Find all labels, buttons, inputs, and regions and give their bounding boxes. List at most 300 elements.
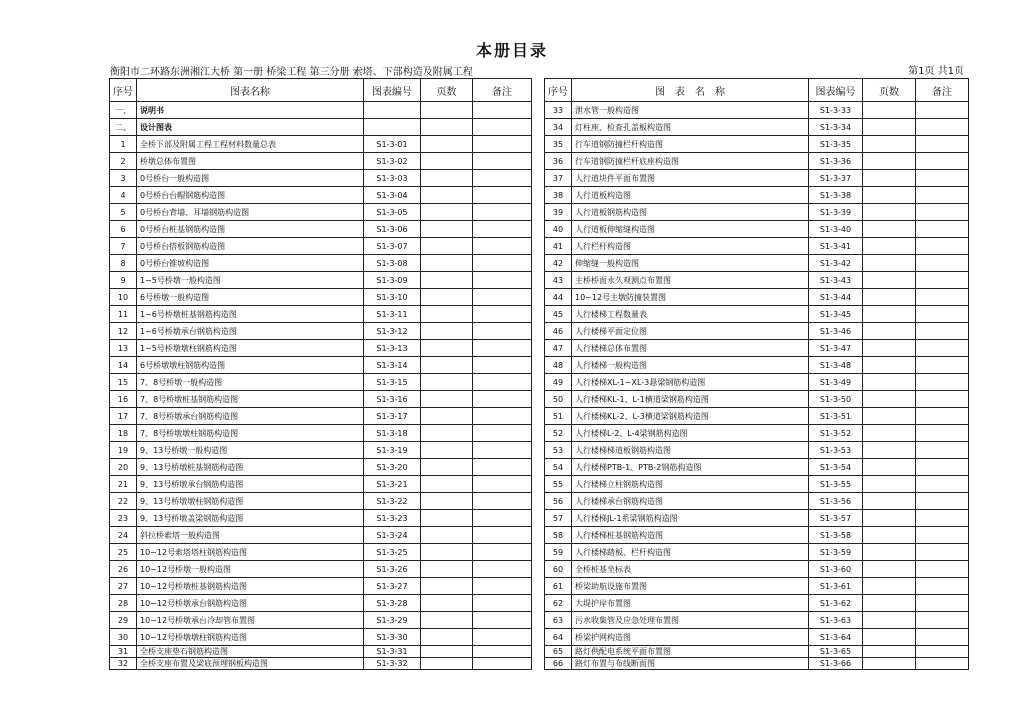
remark-cell <box>916 238 969 255</box>
table-row <box>110 561 532 578</box>
table-row <box>545 136 969 153</box>
drawing-name-cell: 主桥桥面永久观测点布置图 <box>572 272 809 289</box>
drawing-code-cell: S1-3-32 <box>364 658 421 670</box>
drawing-code-cell <box>364 102 421 119</box>
table-row <box>545 442 969 459</box>
page-count-cell <box>863 255 916 272</box>
table-row <box>110 306 532 323</box>
page-count-cell <box>863 119 916 136</box>
remark-cell <box>473 629 532 646</box>
drawing-code-cell: S1-3-19 <box>364 442 421 459</box>
drawing-name-cell: 0号桥台桩基钢筋构造图 <box>137 221 364 238</box>
remark-cell <box>473 136 532 153</box>
drawing-name-cell: 1~6号桥墩承台钢筋构造图 <box>137 323 364 340</box>
drawing-name-cell: 行车道钢防撞栏杆底座构造图 <box>572 153 809 170</box>
row-number-cell: 21 <box>110 476 137 493</box>
remark-cell <box>473 323 532 340</box>
drawing-name-cell: 人行道块件平面布置图 <box>572 170 809 187</box>
drawing-name-cell: 1~5号桥墩一般构造图 <box>137 272 364 289</box>
drawing-code-cell: S1-3-50 <box>809 391 863 408</box>
row-number-cell: 44 <box>545 289 572 306</box>
table-row <box>545 221 969 238</box>
drawing-code-cell: S1-3-64 <box>809 629 863 646</box>
drawing-name-cell: 9、13号桥墩墩柱钢筋构造图 <box>137 493 364 510</box>
remark-cell <box>473 561 532 578</box>
row-number-cell: 39 <box>545 204 572 221</box>
drawing-code-cell: S1-3-36 <box>809 153 863 170</box>
header-remark: 备注 <box>473 79 532 102</box>
page-count-cell <box>863 510 916 527</box>
remark-cell <box>473 204 532 221</box>
drawing-code-cell: S1-3-56 <box>809 493 863 510</box>
row-number-cell: 40 <box>545 221 572 238</box>
row-number-cell: 二、 <box>110 119 137 136</box>
drawing-name-cell: 人行道板伸缩缝构造图 <box>572 221 809 238</box>
remark-cell <box>473 459 532 476</box>
row-number-cell: 47 <box>545 340 572 357</box>
page-count-cell <box>421 658 473 670</box>
drawing-code-cell: S1-3-14 <box>364 357 421 374</box>
drawing-code-cell: S1-3-04 <box>364 187 421 204</box>
table-row <box>545 272 969 289</box>
page-count-cell <box>863 595 916 612</box>
drawing-code-cell: S1-3-59 <box>809 544 863 561</box>
table-row <box>110 595 532 612</box>
table-row <box>545 238 969 255</box>
drawing-name-cell: 全桥下部及附属工程工程材料数量总表 <box>137 136 364 153</box>
remark-cell <box>473 340 532 357</box>
header-code: 图表编号 <box>364 79 421 102</box>
remark-cell <box>916 476 969 493</box>
row-number-cell: 5 <box>110 204 137 221</box>
page-count-cell <box>863 102 916 119</box>
row-number-cell: 31 <box>110 646 137 658</box>
row-number-cell: 25 <box>110 544 137 561</box>
drawing-name-cell: 1~5号桥墩墩柱钢筋构造图 <box>137 340 364 357</box>
remark-cell <box>473 153 532 170</box>
row-number-cell: 2 <box>110 153 137 170</box>
drawing-code-cell: S1-3-44 <box>809 289 863 306</box>
drawing-code-cell: S1-3-09 <box>364 272 421 289</box>
row-number-cell: 10 <box>110 289 137 306</box>
remark-cell <box>916 102 969 119</box>
table-row <box>545 357 969 374</box>
drawing-name-cell: 10~12号索塔塔柱钢筋构造图 <box>137 544 364 561</box>
page-count-cell <box>863 658 916 670</box>
drawing-code-cell: S1-3-08 <box>364 255 421 272</box>
row-number-cell: 12 <box>110 323 137 340</box>
table-row <box>545 578 969 595</box>
drawing-code-cell: S1-3-22 <box>364 493 421 510</box>
page-count-cell <box>863 136 916 153</box>
remark-cell <box>473 493 532 510</box>
remark-cell <box>473 510 532 527</box>
drawing-name-cell: 泄水管一般构造图 <box>572 102 809 119</box>
remark-cell <box>916 493 969 510</box>
table-row <box>110 119 532 136</box>
drawing-name-cell: 路灯布置与布线断面图 <box>572 658 809 670</box>
drawing-name-cell: 人行楼梯XL-1~XL-3悬梁钢筋构造图 <box>572 374 809 391</box>
table-row <box>110 646 532 658</box>
page-count-cell <box>421 391 473 408</box>
row-number-cell: 27 <box>110 578 137 595</box>
drawing-code-cell: S1-3-45 <box>809 306 863 323</box>
row-number-cell: 58 <box>545 527 572 544</box>
toc-body-right <box>545 102 969 670</box>
row-number-cell: 23 <box>110 510 137 527</box>
row-number-cell: 1 <box>110 136 137 153</box>
page-count-cell <box>421 340 473 357</box>
row-number-cell: 20 <box>110 459 137 476</box>
page-count-cell <box>421 476 473 493</box>
table-row <box>545 459 969 476</box>
page-count-cell <box>863 340 916 357</box>
table-row <box>545 391 969 408</box>
row-number-cell: 8 <box>110 255 137 272</box>
row-number-cell: 18 <box>110 425 137 442</box>
remark-cell <box>473 527 532 544</box>
drawing-code-cell: S1-3-51 <box>809 408 863 425</box>
drawing-code-cell: S1-3-25 <box>364 544 421 561</box>
row-number-cell: 38 <box>545 187 572 204</box>
remark-cell <box>473 442 532 459</box>
drawing-code-cell: S1-3-47 <box>809 340 863 357</box>
page-count-cell <box>863 561 916 578</box>
remark-cell <box>916 323 969 340</box>
table-row <box>110 658 532 670</box>
drawing-code-cell: S1-3-28 <box>364 595 421 612</box>
drawing-code-cell: S1-3-58 <box>809 527 863 544</box>
row-number-cell: 一、 <box>110 102 137 119</box>
table-row <box>545 289 969 306</box>
page-count-cell <box>863 408 916 425</box>
drawing-code-cell: S1-3-48 <box>809 357 863 374</box>
row-number-cell: 63 <box>545 612 572 629</box>
drawing-code-cell: S1-3-23 <box>364 510 421 527</box>
row-number-cell: 54 <box>545 459 572 476</box>
table-row <box>110 170 532 187</box>
page-count-cell <box>863 374 916 391</box>
drawing-name-cell: 人行楼梯KL-2、L-3横道梁钢筋构造图 <box>572 408 809 425</box>
row-number-cell: 9 <box>110 272 137 289</box>
remark-cell <box>916 391 969 408</box>
table-row <box>110 578 532 595</box>
toc-table-right <box>544 78 969 670</box>
page-count-cell <box>863 306 916 323</box>
drawing-name-cell: 0号桥台背墙、耳墙钢筋构造图 <box>137 204 364 221</box>
page-count-cell <box>863 442 916 459</box>
page-count-cell <box>863 459 916 476</box>
drawing-name-cell: 桥墩总体布置图 <box>137 153 364 170</box>
drawing-name-cell: 10~12号桥墩桩基钢筋构造图 <box>137 578 364 595</box>
drawing-name-cell: 0号桥台锥坡构造图 <box>137 255 364 272</box>
remark-cell <box>916 408 969 425</box>
drawing-name-cell: 7、8号桥墩墩柱钢筋构造图 <box>137 425 364 442</box>
drawing-name-cell: 人行栏杆构造图 <box>572 238 809 255</box>
drawing-code-cell: S1-3-26 <box>364 561 421 578</box>
header-no: 序号 <box>110 79 137 102</box>
table-row <box>545 153 969 170</box>
remark-cell <box>916 425 969 442</box>
row-number-cell: 56 <box>545 493 572 510</box>
header-name: 图表名称 <box>137 79 364 102</box>
drawing-name-cell: 人行楼梯踏板、栏杆构造图 <box>572 544 809 561</box>
remark-cell <box>916 153 969 170</box>
page-count-cell <box>421 646 473 658</box>
table-row <box>110 408 532 425</box>
remark-cell <box>473 425 532 442</box>
drawing-code-cell: S1-3-66 <box>809 658 863 670</box>
table-row <box>545 102 969 119</box>
drawing-name-cell: 设计图表 <box>137 119 364 136</box>
drawing-code-cell: S1-3-35 <box>809 136 863 153</box>
row-number-cell: 26 <box>110 561 137 578</box>
remark-cell <box>916 544 969 561</box>
table-row <box>110 238 532 255</box>
row-number-cell: 34 <box>545 119 572 136</box>
drawing-code-cell: S1-3-31 <box>364 646 421 658</box>
page-count-cell <box>421 459 473 476</box>
table-header-row <box>545 79 969 102</box>
table-row <box>110 153 532 170</box>
row-number-cell: 6 <box>110 221 137 238</box>
drawing-name-cell: 10~12号桥墩承台冷却管布置图 <box>137 612 364 629</box>
page-count-cell <box>421 136 473 153</box>
row-number-cell: 4 <box>110 187 137 204</box>
table-row <box>110 527 532 544</box>
page-count-cell <box>421 408 473 425</box>
page-count-cell <box>863 391 916 408</box>
drawing-name-cell: 9、13号桥墩盖梁钢筋构造图 <box>137 510 364 527</box>
page-count-cell <box>863 476 916 493</box>
header-code: 图表编号 <box>809 79 863 102</box>
remark-cell <box>916 629 969 646</box>
row-number-cell: 45 <box>545 306 572 323</box>
row-number-cell: 15 <box>110 374 137 391</box>
drawing-name-cell: 桥梁护网构造图 <box>572 629 809 646</box>
row-number-cell: 43 <box>545 272 572 289</box>
row-number-cell: 64 <box>545 629 572 646</box>
drawing-name-cell: 人行楼梯总体布置图 <box>572 340 809 357</box>
drawing-name-cell: 人行楼梯立柱钢筋构造图 <box>572 476 809 493</box>
remark-cell <box>473 272 532 289</box>
drawing-name-cell: 0号桥台台帽钢筋构造图 <box>137 187 364 204</box>
drawing-code-cell: S1-3-05 <box>364 204 421 221</box>
drawing-name-cell: 7、8号桥墩桩基钢筋构造图 <box>137 391 364 408</box>
table-row <box>545 204 969 221</box>
page-count-cell <box>421 493 473 510</box>
header-pages: 页数 <box>863 79 916 102</box>
header-no: 序号 <box>545 79 572 102</box>
table-row <box>545 187 969 204</box>
page-count-cell <box>421 221 473 238</box>
remark-cell <box>916 612 969 629</box>
table-row <box>545 306 969 323</box>
remark-cell <box>473 255 532 272</box>
page-count-cell <box>863 272 916 289</box>
remark-cell <box>916 527 969 544</box>
drawing-code-cell: S1-3-02 <box>364 153 421 170</box>
page-count-cell <box>863 629 916 646</box>
remark-cell <box>916 658 969 670</box>
drawing-code-cell: S1-3-03 <box>364 170 421 187</box>
row-number-cell: 24 <box>110 527 137 544</box>
table-row <box>545 510 969 527</box>
row-number-cell: 65 <box>545 646 572 658</box>
drawing-name-cell: 人行楼梯平面定位图 <box>572 323 809 340</box>
table-row <box>545 612 969 629</box>
table-row <box>545 340 969 357</box>
table-row <box>545 425 969 442</box>
page-count-cell <box>421 527 473 544</box>
table-row <box>110 204 532 221</box>
row-number-cell: 33 <box>545 102 572 119</box>
page-count-cell <box>863 323 916 340</box>
row-number-cell: 11 <box>110 306 137 323</box>
table-row <box>545 255 969 272</box>
remark-cell <box>916 374 969 391</box>
remark-cell <box>473 646 532 658</box>
row-number-cell: 37 <box>545 170 572 187</box>
remark-cell <box>473 170 532 187</box>
remark-cell <box>916 442 969 459</box>
drawing-name-cell: 全桥支座垫石钢筋构造图 <box>137 646 364 658</box>
page-count-cell <box>421 544 473 561</box>
page-count-cell <box>863 493 916 510</box>
page-count-cell <box>421 595 473 612</box>
drawing-code-cell: S1-3-41 <box>809 238 863 255</box>
drawing-code-cell: S1-3-16 <box>364 391 421 408</box>
remark-cell <box>473 289 532 306</box>
drawing-name-cell: 人行道板构造图 <box>572 187 809 204</box>
remark-cell <box>916 119 969 136</box>
project-subtitle: 衡阳市二环路东洲湘江大桥 第一册 桥梁工程 第三分册 索塔、下部构造及附属工程 <box>110 67 473 78</box>
table-row <box>110 289 532 306</box>
drawing-name-cell: 灯柱座、检查孔盖板构造图 <box>572 119 809 136</box>
table-row <box>545 646 969 658</box>
drawing-code-cell: S1-3-52 <box>809 425 863 442</box>
drawing-code-cell: S1-3-15 <box>364 374 421 391</box>
page-count-cell <box>421 204 473 221</box>
row-number-cell: 49 <box>545 374 572 391</box>
page-count-cell <box>863 527 916 544</box>
page-count-cell <box>421 323 473 340</box>
page-count-cell <box>863 612 916 629</box>
table-row <box>545 374 969 391</box>
drawing-code-cell: S1-3-24 <box>364 527 421 544</box>
page-count-cell <box>863 544 916 561</box>
drawing-code-cell: S1-3-43 <box>809 272 863 289</box>
drawing-name-cell: 7、8号桥墩一般构造图 <box>137 374 364 391</box>
drawing-name-cell: 10~12号桥墩承台钢筋构造图 <box>137 595 364 612</box>
remark-cell <box>916 170 969 187</box>
row-number-cell: 19 <box>110 442 137 459</box>
page-count-cell <box>421 629 473 646</box>
page-count-cell <box>421 374 473 391</box>
page-count-cell <box>863 170 916 187</box>
drawing-name-cell: 人行楼梯L-2、L-4梁钢筋构造图 <box>572 425 809 442</box>
drawing-code-cell: S1-3-13 <box>364 340 421 357</box>
drawing-code-cell: S1-3-34 <box>809 119 863 136</box>
table-row <box>110 425 532 442</box>
row-number-cell: 7 <box>110 238 137 255</box>
toc-body-left <box>110 102 532 670</box>
page-count-cell <box>863 289 916 306</box>
row-number-cell: 29 <box>110 612 137 629</box>
drawing-name-cell: 说明书 <box>137 102 364 119</box>
drawing-name-cell: 10~12号桥墩一般构造图 <box>137 561 364 578</box>
remark-cell <box>916 204 969 221</box>
remark-cell <box>916 136 969 153</box>
table-row <box>545 544 969 561</box>
drawing-name-cell: 人行道板钢筋构造图 <box>572 204 809 221</box>
drawing-code-cell: S1-3-62 <box>809 595 863 612</box>
page-count-cell <box>863 187 916 204</box>
drawing-code-cell: S1-3-37 <box>809 170 863 187</box>
drawing-name-cell: 全桥支座布置及梁底预埋钢板构造图 <box>137 658 364 670</box>
drawing-name-cell: 9、13号桥墩承台钢筋构造图 <box>137 476 364 493</box>
table-row <box>110 442 532 459</box>
drawing-name-cell: 全桥桩基坐标表 <box>572 561 809 578</box>
page-count-cell <box>421 306 473 323</box>
page-count-cell <box>421 238 473 255</box>
drawing-code-cell: S1-3-20 <box>364 459 421 476</box>
remark-cell <box>916 357 969 374</box>
drawing-name-cell: 人行楼梯PTB-1、PTB-2钢筋构造图 <box>572 459 809 476</box>
row-number-cell: 36 <box>545 153 572 170</box>
drawing-name-cell: 行车道钢防撞栏杆构造图 <box>572 136 809 153</box>
drawing-name-cell: 人行楼梯工程数量表 <box>572 306 809 323</box>
row-number-cell: 35 <box>545 136 572 153</box>
table-row <box>545 658 969 670</box>
table-row <box>110 391 532 408</box>
row-number-cell: 28 <box>110 595 137 612</box>
table-row <box>110 374 532 391</box>
row-number-cell: 30 <box>110 629 137 646</box>
remark-cell <box>473 476 532 493</box>
remark-cell <box>473 102 532 119</box>
remark-cell <box>473 658 532 670</box>
remark-cell <box>916 272 969 289</box>
drawing-name-cell: 人行楼梯KL-1、L-1横道梁钢筋构造图 <box>572 391 809 408</box>
remark-cell <box>473 119 532 136</box>
row-number-cell: 16 <box>110 391 137 408</box>
page-count-cell <box>421 272 473 289</box>
remark-cell <box>916 289 969 306</box>
header-remark: 备注 <box>916 79 969 102</box>
drawing-name-cell: 1~6号桥墩桩基钢筋构造图 <box>137 306 364 323</box>
drawing-code-cell: S1-3-18 <box>364 425 421 442</box>
drawing-code-cell: S1-3-30 <box>364 629 421 646</box>
remark-cell <box>473 391 532 408</box>
remark-cell <box>916 595 969 612</box>
drawing-name-cell: 10~12号桥墩墩柱钢筋构造图 <box>137 629 364 646</box>
page-count-cell <box>863 153 916 170</box>
remark-cell <box>473 544 532 561</box>
drawing-name-cell: 伸缩缝一般构造图 <box>572 255 809 272</box>
drawing-name-cell: 桥梁助航设施布置图 <box>572 578 809 595</box>
drawing-code-cell: S1-3-54 <box>809 459 863 476</box>
table-header-row <box>110 79 532 102</box>
table-row <box>110 510 532 527</box>
row-number-cell: 41 <box>545 238 572 255</box>
table-row <box>545 527 969 544</box>
table-row <box>545 170 969 187</box>
remark-cell <box>473 408 532 425</box>
remark-cell <box>916 306 969 323</box>
page-count-cell <box>863 238 916 255</box>
drawing-code-cell: S1-3-61 <box>809 578 863 595</box>
